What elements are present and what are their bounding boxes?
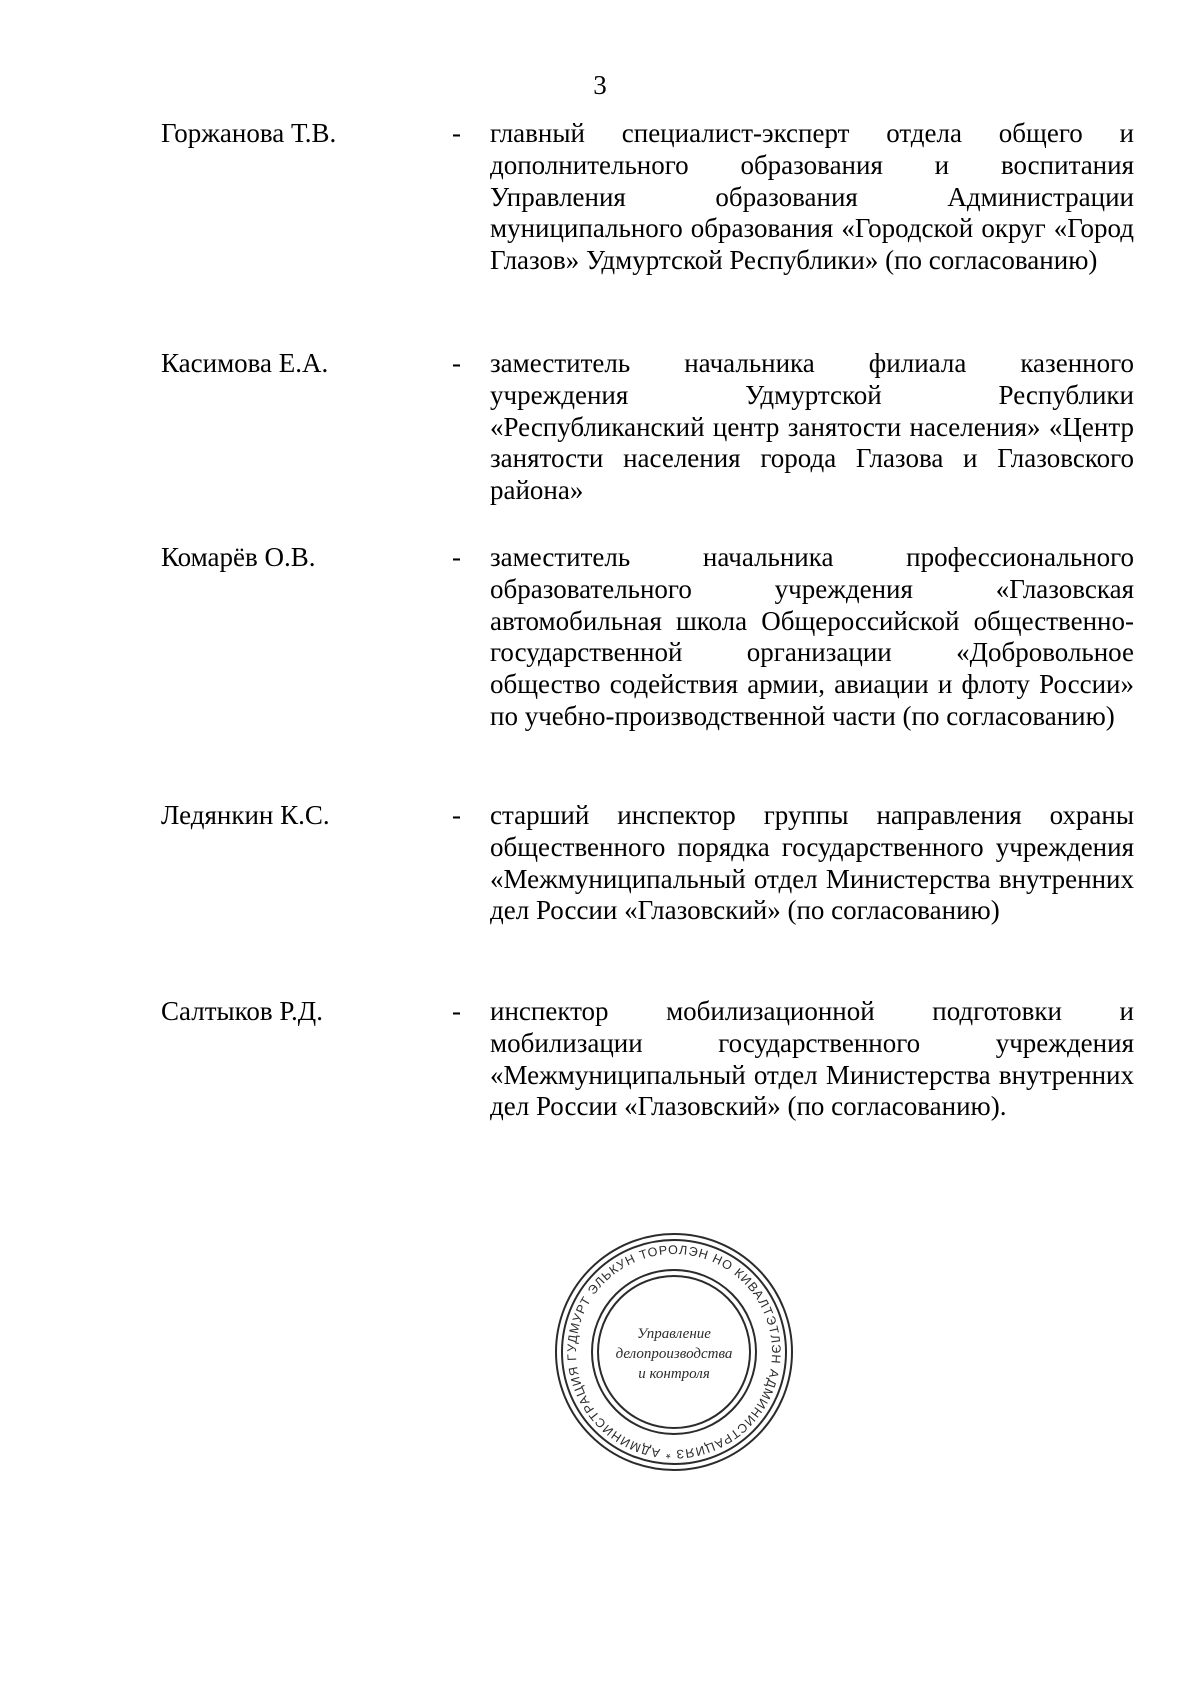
separator-dash: - [452,118,461,148]
seal-center-line: и контроля [638,1366,710,1382]
member-position: старший инспектор группы направления охраны общественного порядка государственного учреждения «Межмуниципальный отдел Министерства внутренних дел России «Глазовский» (по согласованию) [490,800,1134,926]
member-position: инспектор мобилизационной подготовки и мобилизации государственного учреждения «Межмуниципальный отдел Министерства внутренних дел России «Глазовский» (по согласованию). [490,996,1134,1122]
member-position: заместитель начальника филиала казенного учреждения Удмуртской Республики «Республиканский центр занятости населения» «Центр занятости населения города Глазова и Глазовского района» [490,348,1134,506]
member-name: Салтыков Р.Д. [161,996,323,1026]
seal-center-line: Управление [637,1326,711,1342]
separator-dash: - [452,800,461,830]
seal-graphic [552,1230,796,1474]
official-seal [552,1230,796,1474]
member-name: Касимова Е.А. [161,348,329,378]
member-position: главный специалист-эксперт отдела общего и дополнительного образования и воспитания Управления образования Администрации муниципального образования «Городской округ «Город Глазов» Удмуртской Республики» (по согласованию) [490,118,1134,276]
member-name: Комарёв О.В. [161,542,316,572]
separator-dash: - [452,348,461,378]
member-position: заместитель начальника профессионального образовательного учреждения «Глазовская автомобильная школа Общероссийской общественно-государственной организации «Добровольное общество содействия армии, авиации и флоту России» по учебно-производственной части (по согласованию) [490,542,1134,731]
seal-center-line: делопроизводства [615,1346,733,1362]
seal-ring-text: УДМУРТ ЭЛЬКУН ТОРОЛЭН НО КИВАЛТЭТЛЭН АДМИНИСТРАЦИЯЗ * АДМИНИСТРАЦИЯ Г [564,1242,784,1462]
separator-dash: - [452,996,461,1026]
page-number: 3 [593,70,607,100]
separator-dash: - [452,542,461,572]
member-name: Горжанова Т.В. [161,118,337,148]
member-name: Ледянкин К.С. [161,800,330,830]
